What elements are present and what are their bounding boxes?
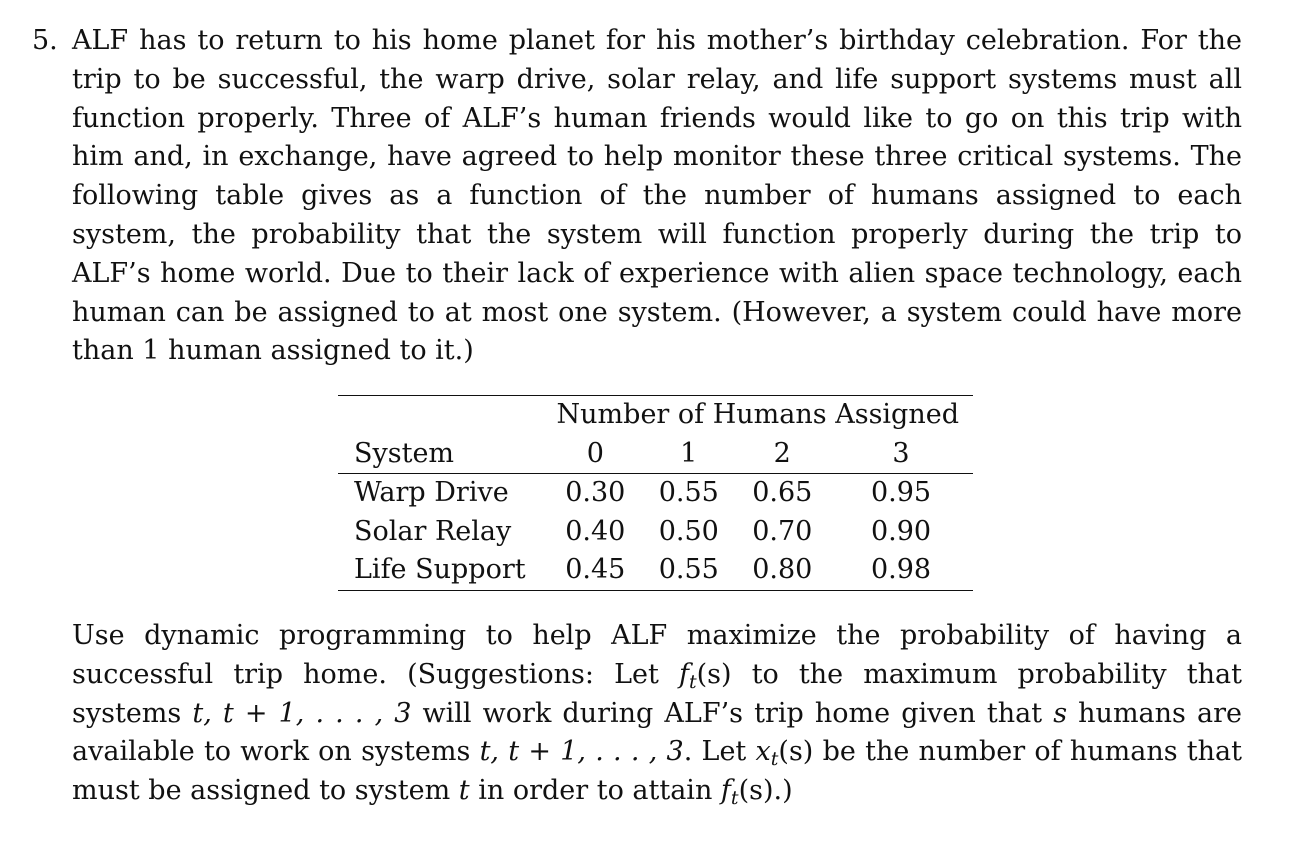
table-cell: 0.45 [565,554,626,585]
table-cell: 0.90 [870,515,932,547]
table-column-header: 0 [549,435,642,474]
problem-number: 5. [32,25,58,56]
task-text-3: will work during ALF’s trip home given that [411,697,1054,729]
task-text-1: Use dynamic programming to help ALF maximize the probability of having a successful trip home. (Suggestions: Let [72,620,1242,690]
math-s-arg: (s) [738,775,774,807]
math-sequence-2: t, t + 1, . . . , 3 [479,736,684,768]
table-row [338,474,973,513]
task-text-end: .) [773,775,793,807]
table-group-header: Number of Humans Assigned [556,399,959,430]
math-sub-t: t [730,787,739,810]
probability-table-grid [338,395,973,591]
table-row-system: Warp Drive [354,477,509,508]
math-f: f [720,775,731,807]
table-system-header: System [338,435,549,474]
task-text-7: in order to attain [469,775,721,807]
math-s-arg: (s) [696,658,732,690]
table-cell: 0.55 [658,477,719,508]
table-cell: 0.80 [752,554,813,585]
table-column-header: 3 [829,435,973,474]
table-cell: 0.95 [870,477,932,508]
table-cell: 0.55 [658,554,719,585]
table-row-system: Life Support [354,554,526,585]
math-f: f [678,658,689,690]
probability-table [338,395,973,591]
task-text-5: . Let [683,736,756,768]
table-cell: 0.70 [752,515,813,547]
table-cell: 0.65 [752,477,813,508]
math-sub-t: t [688,670,697,693]
table-cell: 0.30 [565,477,626,508]
problem-task-text [72,617,1242,811]
table-group-header-row [338,396,973,435]
table-column-header: 2 [736,435,829,474]
table-row [338,551,973,590]
math-s-arg: (s) [778,736,814,768]
table-row-system: Solar Relay [354,515,512,547]
table-column-header: 1 [642,435,735,474]
task-text-4: humans are available to work on systems [72,697,1242,768]
task-text-2: to the maximum probability that systems [72,658,1242,729]
math-s: s [1053,697,1068,729]
problem-intro-text: ALF has to return to his home planet for his mother’s birthday celebration. For the trip to be successful, the warp drive, solar relay, and life support systems must all function properly. Three of ALF’s human friends would like to go on this trip with him and, in exchange, have agreed to help monitor these three critical systems. The following table gives as a function of the number of humans assigned to each system, the probability that the system will function properly during the trip to ALF’s home world. Due to their lack of experience with alien space technology, each human can be assigned to at most one system. (However, a system could have more than 1 human assigned to it.) [72,25,1242,367]
table-column-header-row [338,435,973,474]
math-t: t [458,775,470,807]
table-row [338,513,973,552]
math-x: x [755,736,771,768]
task-text-6: be the number of humans that must be assigned to system [72,736,1242,807]
table-cell: 0.50 [658,515,719,547]
table-cell: 0.40 [565,515,626,547]
table-cell: 0.98 [870,554,932,585]
math-sequence-1: t, t + 1, . . . , 3 [192,697,412,729]
math-sub-t: t [770,748,779,771]
